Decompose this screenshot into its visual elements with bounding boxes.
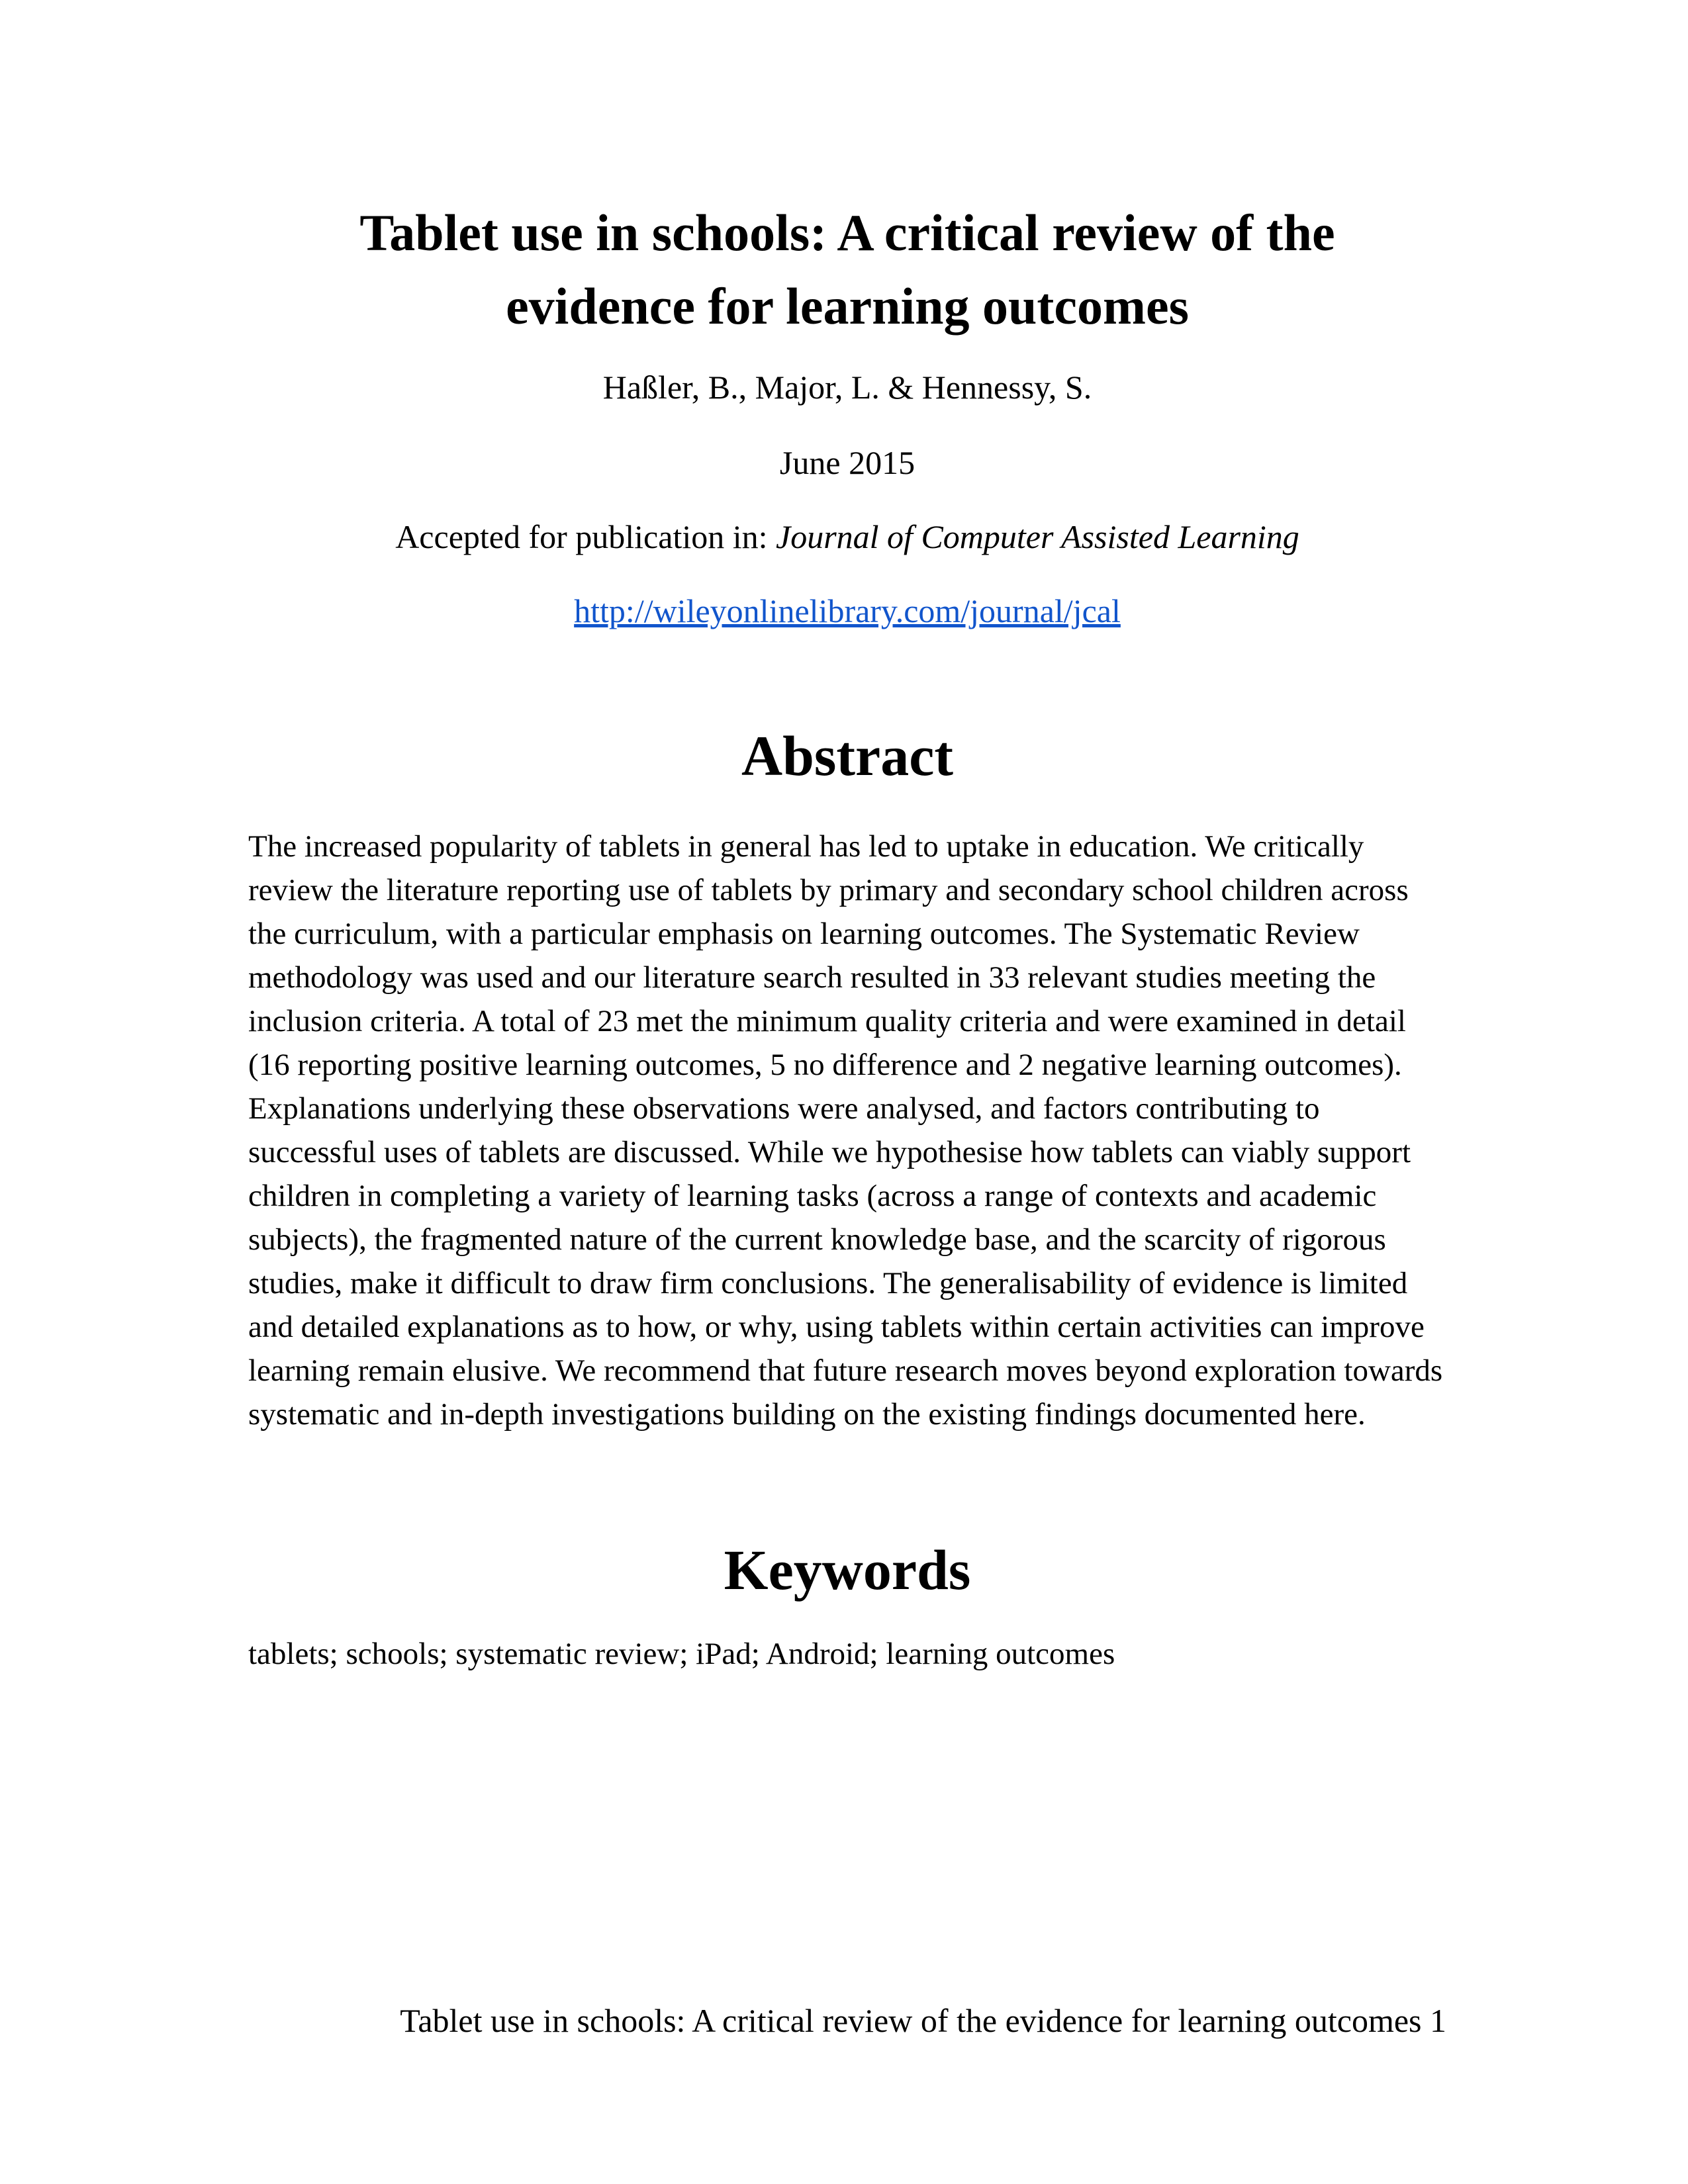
page-footer: [248, 2000, 1446, 2041]
page-title-line-2: evidence for learning outcomes: [506, 277, 1189, 335]
keywords-heading: Keywords: [724, 1538, 971, 1602]
publication-date: June 2015: [779, 444, 915, 481]
journal-link[interactable]: http://wileyonlinelibrary.com/journal/jcal: [574, 592, 1121, 629]
footer-page-number: 1: [1430, 2002, 1446, 2039]
acceptance-note: [248, 515, 1446, 559]
abstract-text: The increased popularity of tablets in general has led to uptake in education. We critically review the literature reporting use of tablets by primary and secondary school children across the curriculum, with a particular emphasis on learning outcomes. The Systematic Review methodology was used and our literature search resulted in 33 relevant studies meeting the inclusion criteria. A total of 23 met the minimum quality criteria and were examined in detail (16 reporting positive learning outcomes, 5 no difference and 2 negative learning outcomes). Explanations underlying these observations were analysed, and factors contributing to successful uses of tablets are discussed. While we hypothesise how tablets can viably support children in completing a variety of learning tasks (across a range of contexts and academic subjects), the fragmented nature of the current knowledge base, and the scarcity of rigorous studies, make it difficult to draw firm conclusions. The generalisability of evidence is limited and detailed explanations as to how, or why, using tablets within certain activities can improve learning remain elusive. We recommend that future research moves beyond exploration towards systematic and in-depth investigations building on the existing findings documented here.: [248, 829, 1443, 1432]
authors: Haßler, B., Major, L. & Hennessy, S.: [602, 369, 1092, 406]
footer-running-title: Tablet use in schools: A critical review of the evidence for learning outcomes: [400, 2002, 1422, 2039]
abstract-heading: Abstract: [741, 724, 954, 788]
journal-name: Journal of Computer Assisted Learning: [776, 518, 1299, 555]
keywords-text: tablets; schools; systematic review; iPad; Android; learning outcomes: [248, 1637, 1115, 1671]
journal-link-line: [248, 589, 1446, 633]
acceptance-note-prefix: Accepted for publication in:: [395, 518, 776, 555]
page-title: [248, 196, 1446, 343]
page-title-line-1: Tablet use in schools: A critical review of the: [359, 204, 1335, 261]
